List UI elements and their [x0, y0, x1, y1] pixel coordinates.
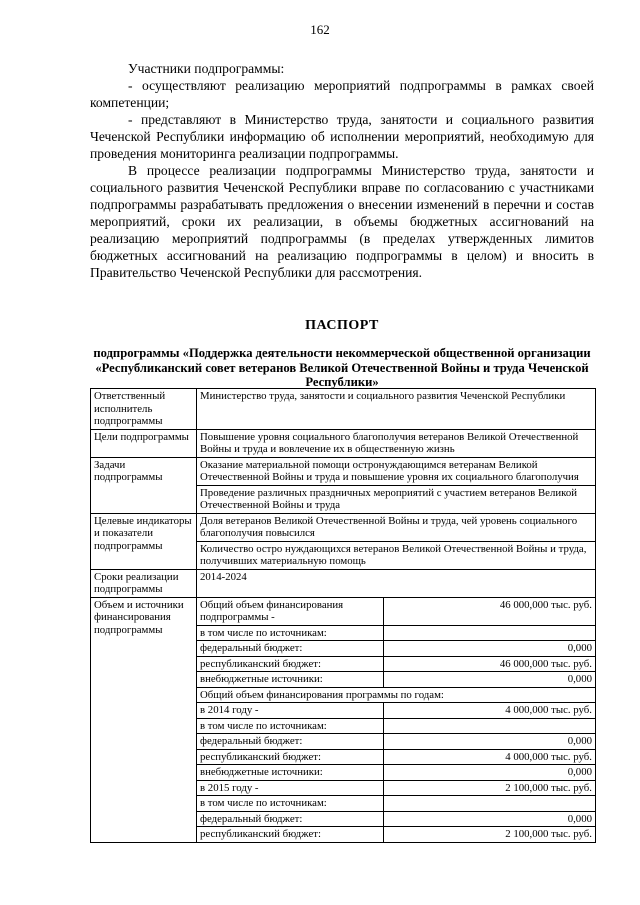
financing-value: [384, 718, 596, 734]
row-value: 2014-2024: [197, 569, 596, 597]
financing-label: Объем и источники финансирования подпрограммы: [91, 597, 197, 842]
financing-value: 0,000: [384, 811, 596, 827]
financing-value: 0,000: [384, 641, 596, 657]
page-number: 162: [310, 22, 330, 37]
row-value: Доля ветеранов Великой Отечественной Войны и труда, чей уровень социального благополучия повысился: [197, 513, 596, 541]
financing-value: 0,000: [384, 765, 596, 781]
passport-title: ПАСПОРТ: [305, 318, 379, 333]
financing-item: в 2014 году -: [197, 703, 384, 719]
row-value: Количество остро нуждающихся ветеранов Великой Отечественной Войны и труда, получивших материальную помощь: [197, 541, 596, 569]
financing-row: [91, 597, 596, 625]
row-value: Оказание материальной помощи остронуждающимся ветеранам Великой Отечественной Войны и труда и повышение уровня их социального благополучия: [197, 457, 596, 485]
financing-item: в том числе по источникам:: [197, 796, 384, 812]
body-paragraph: В процессе реализации подпрограммы Министерство труда, занятости и социального развития Чеченской Республики вправе по согласованию с участниками подпрограммы разрабатывать предложения о внесении изменений в перечни и состав мероприятий, сроки их реализации, в объемы бюджетных ассигнований на реализацию мероприятий подпрограммы (в пределах утвержденных лимитов бюджетных ассигнований на реализацию подпрограммы в целом) и вносить в Правительство Чеченской Республики для рассмотрения.: [90, 163, 594, 280]
row-label: Ответственный исполнитель подпрограммы: [91, 389, 197, 430]
row-label: Сроки реализации подпрограммы: [91, 569, 197, 597]
financing-item: Общий объем финансирования программы по годам:: [197, 687, 596, 703]
financing-item: в том числе по источникам:: [197, 625, 384, 641]
financing-value: 0,000: [384, 734, 596, 750]
table-row: [91, 569, 596, 597]
row-value: Министерство труда, занятости и социального развития Чеченской Республики: [197, 389, 596, 430]
financing-item: в 2015 году -: [197, 780, 384, 796]
body-paragraph: Участники подпрограммы:: [128, 61, 285, 76]
financing-value: [384, 796, 596, 812]
financing-item: федеральный бюджет:: [197, 734, 384, 750]
row-label: Задачи подпрограммы: [91, 457, 197, 513]
table-row: [91, 389, 596, 430]
body-paragraph: - представляют в Министерство труда, занятости и социального развития Чеченской Республики информацию об исполнении мероприятий, необходимую для проведения мониторинга реализации подпрограммы.: [90, 112, 594, 161]
passport-table: [90, 388, 596, 843]
financing-item: республиканский бюджет:: [197, 656, 384, 672]
passport-heading: [90, 318, 594, 390]
financing-value: 4 000,000 тыс. руб.: [384, 703, 596, 719]
financing-value: 0,000: [384, 672, 596, 688]
row-value: Повышение уровня социального благополучия ветеранов Великой Отечественной Войны и труда и вовлечение их в общественную жизнь: [197, 429, 596, 457]
row-label: Целевые индикаторы и показатели подпрограммы: [91, 513, 197, 569]
passport-subtitle: подпрограммы «Поддержка деятельности некоммерческой общественной организации «Республиканский совет ветеранов Великой Отечественной Войны и труда Чеченской Республики»: [93, 346, 591, 389]
financing-value: 4 000,000 тыс. руб.: [384, 749, 596, 765]
financing-item: внебюджетные источники:: [197, 672, 384, 688]
financing-item: федеральный бюджет:: [197, 811, 384, 827]
financing-item: Общий объем финансирования подпрограммы -: [197, 597, 384, 625]
financing-item: федеральный бюджет:: [197, 641, 384, 657]
financing-item: в том числе по источникам:: [197, 718, 384, 734]
table-row: [91, 429, 596, 457]
table-row: [91, 457, 596, 485]
body-text: [90, 60, 594, 281]
financing-value: 46 000,000 тыс. руб.: [384, 597, 596, 625]
financing-value: 2 100,000 тыс. руб.: [384, 780, 596, 796]
financing-item: республиканский бюджет:: [197, 749, 384, 765]
row-value: Проведение различных праздничных мероприятий с участием ветеранов Великой Отечественной Войны и труда: [197, 485, 596, 513]
financing-item: внебюджетные источники:: [197, 765, 384, 781]
financing-value: [384, 625, 596, 641]
financing-value: 46 000,000 тыс. руб.: [384, 656, 596, 672]
row-label: Цели подпрограммы: [91, 429, 197, 457]
financing-item: республиканский бюджет:: [197, 827, 384, 843]
body-paragraph: - осуществляют реализацию мероприятий подпрограммы в рамках своей компетенции;: [90, 78, 594, 110]
financing-value: 2 100,000 тыс. руб.: [384, 827, 596, 843]
table-row: [91, 513, 596, 541]
